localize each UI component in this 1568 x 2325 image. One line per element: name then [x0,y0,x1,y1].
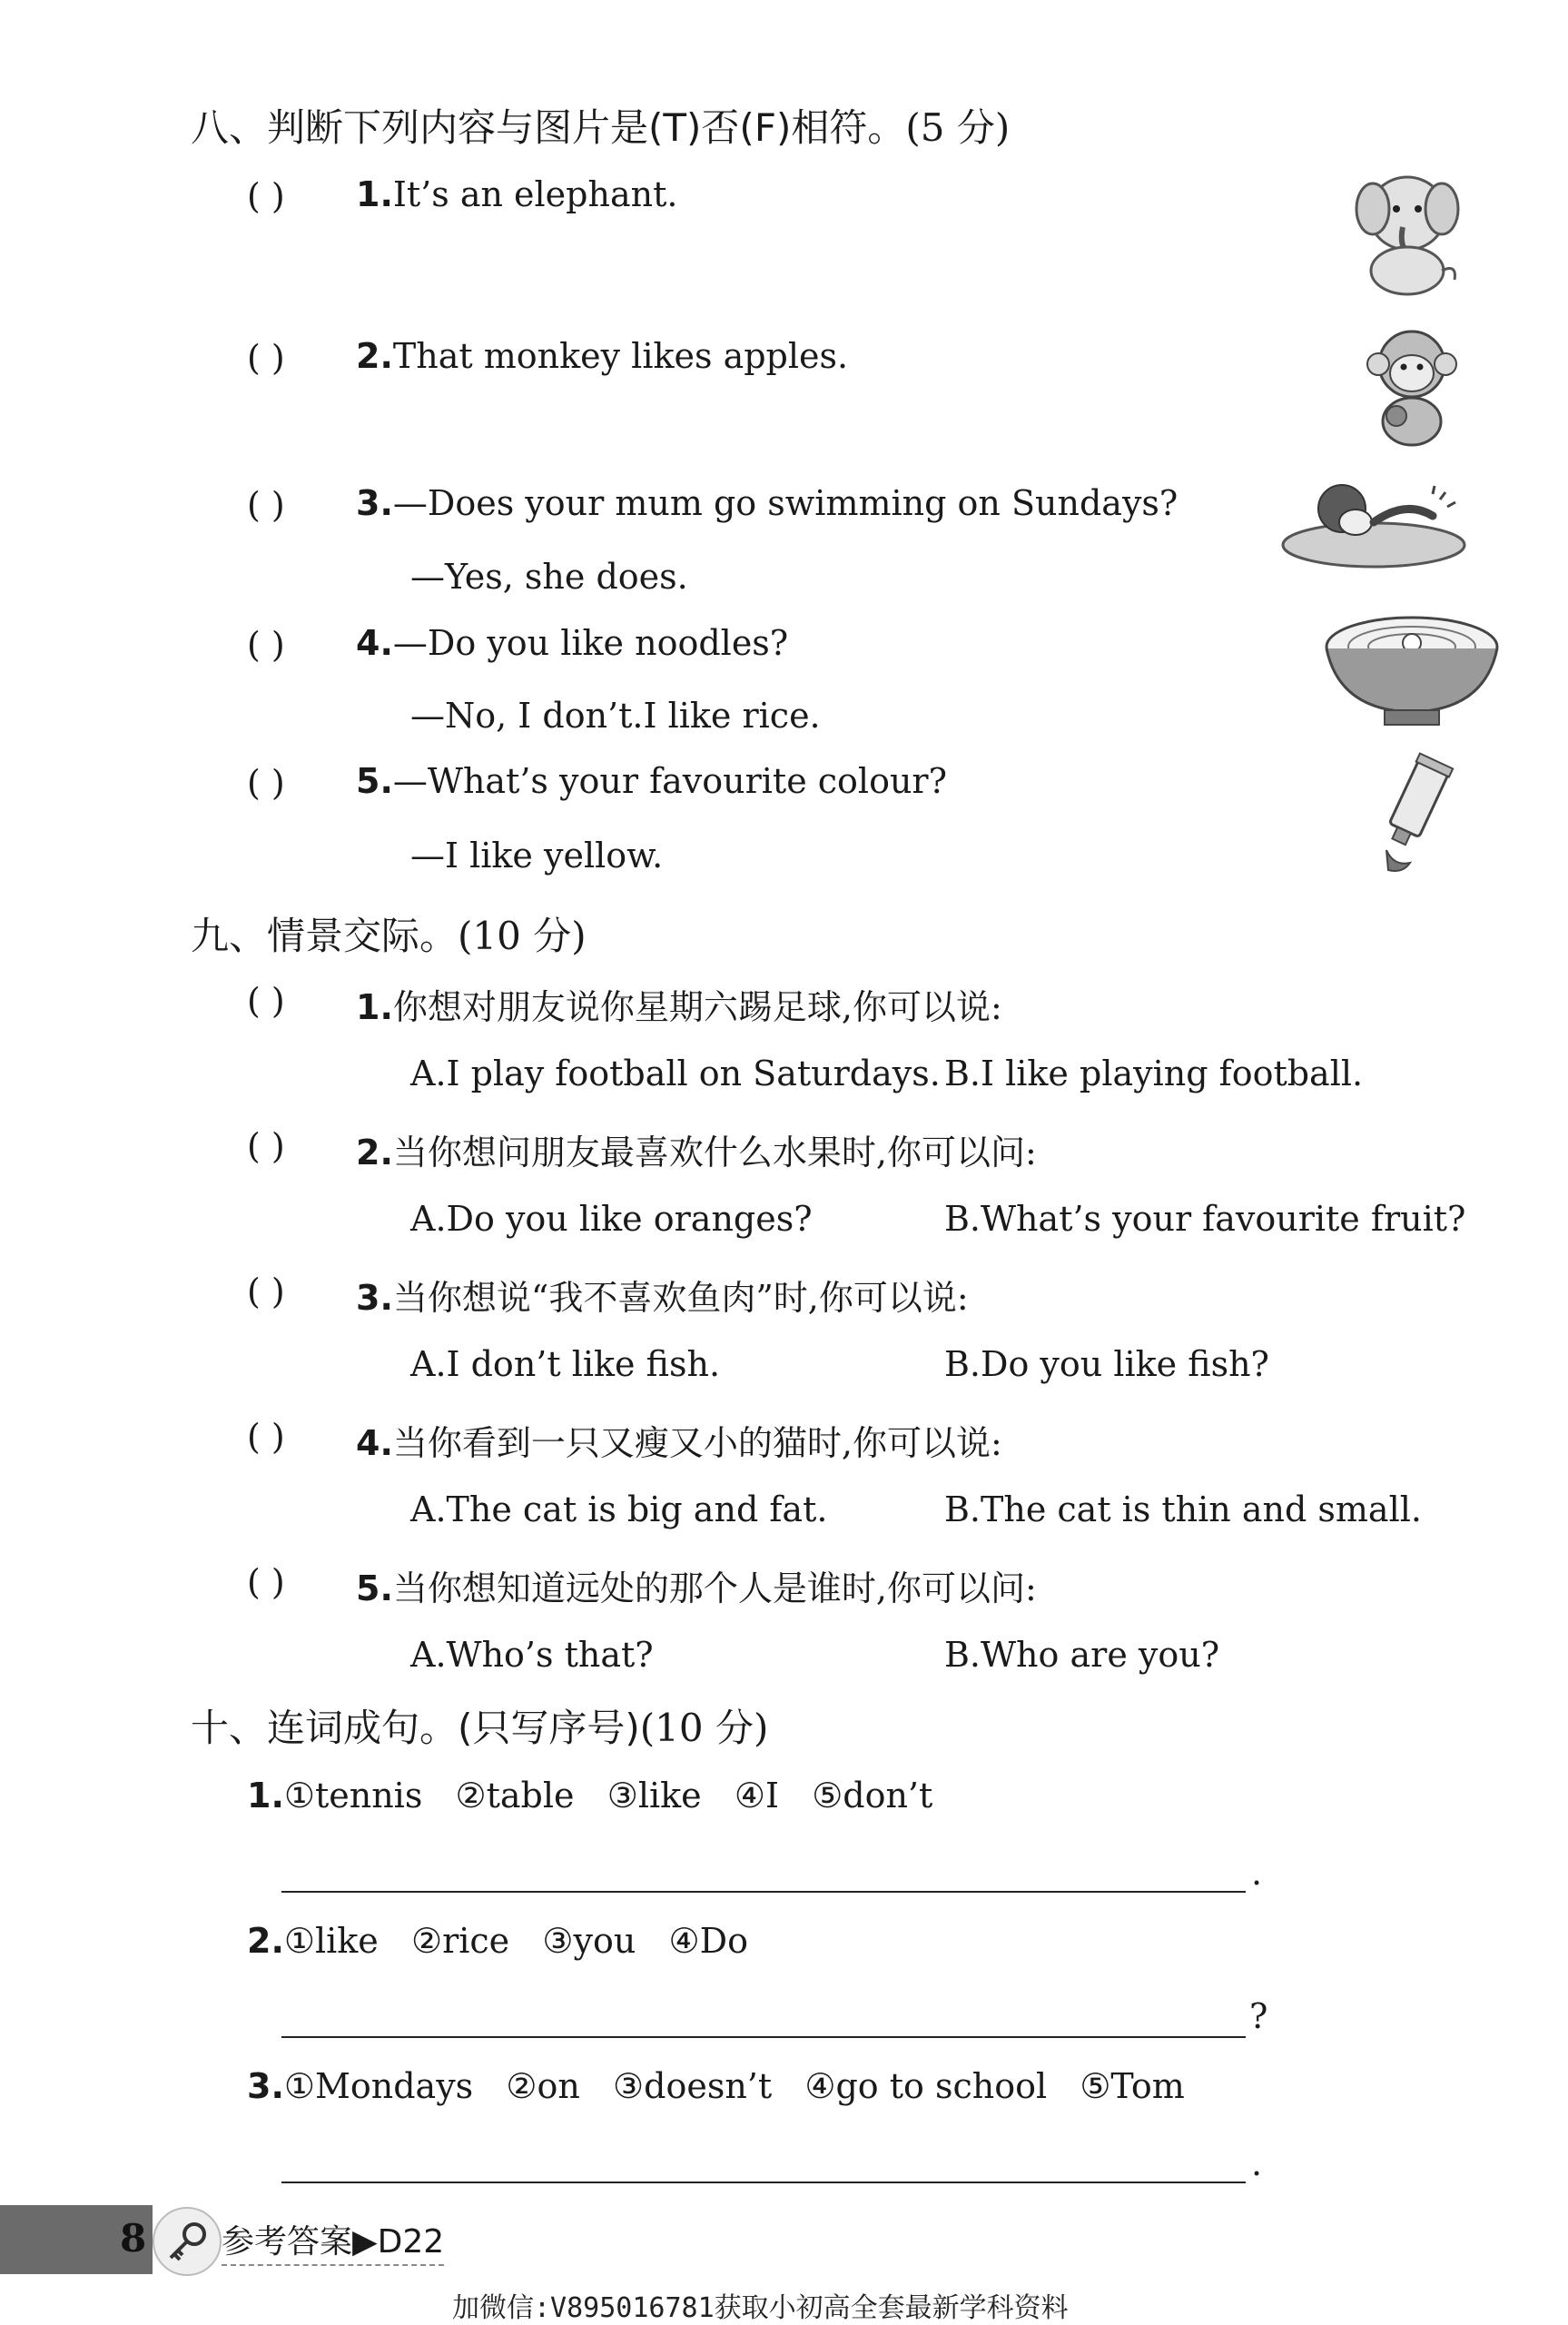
s9-item-4 [356,1415,1002,1465]
answer-paren[interactable]: ( ) [247,1562,285,1602]
answer-line[interactable] [281,2036,1246,2038]
answer-paren[interactable]: ( ) [247,625,285,665]
answer-paren[interactable]: ( ) [247,176,285,216]
item-number: 2. [356,1133,393,1172]
item-number: 2. [247,1921,284,1961]
item-number: 3. [247,2066,284,2106]
s10-item-3 [247,2066,1185,2106]
s8-item-1 [356,174,677,214]
option-b[interactable]: B.Who are you? [944,1635,1220,1675]
answer-paren[interactable]: ( ) [247,981,285,1021]
answer-paren[interactable]: ( ) [247,1126,285,1166]
option-b[interactable]: B.I like playing football. [944,1054,1364,1093]
s10-item-2 [247,1921,748,1961]
item-question: 当你想说“我不喜欢鱼肉”时,你可以说: [392,1278,969,1318]
item-text: —Does your mum go swimming on Sundays? [392,483,1178,523]
option-b[interactable]: B.What’s your favourite fruit? [944,1199,1466,1239]
s9-item-5 [356,1560,1037,1610]
answer-reference[interactable]: 参考答案▶D22 [222,2216,444,2266]
answer-paren[interactable]: ( ) [247,485,285,525]
item-number: 3. [356,1278,393,1318]
swimmer-icon [1278,472,1469,572]
answer-paren[interactable]: ( ) [247,763,285,803]
item-number: 3. [356,483,393,523]
key-icon [153,2207,222,2276]
item-number: 5. [356,761,393,801]
s8-item-4 [356,623,788,663]
item-number: 5. [356,1568,393,1608]
end-punctuation: . [1251,2143,1263,2183]
end-punctuation: . [1251,1853,1263,1893]
s8-item-5 [356,761,947,801]
s10-item-1 [247,1776,932,1815]
item-number: 4. [356,1423,393,1463]
item-text: It’s an elephant. [392,174,678,214]
s8-item-5-answer: —I like yellow. [410,836,664,876]
option-b[interactable]: B.Do you like fish? [944,1344,1269,1384]
monkey-icon [1362,323,1462,450]
item-number: 2. [356,336,393,376]
item-number: 4. [356,623,393,663]
section-10-title-text: 十、连词成句。(只写序号) [191,1706,640,1750]
section-9-title [191,906,587,961]
s9-item-3 [356,1270,969,1320]
option-a[interactable]: A.I don’t like fish. [410,1344,721,1384]
word-list: ①like ②rice ③you ④Do [283,1921,748,1961]
item-question: 你想对朋友说你星期六踢足球,你可以说: [392,987,1002,1027]
section-8-title-text: 八、判断下列内容与图片是(T)否(F)相符。 [191,105,906,150]
answer-line[interactable] [281,2182,1246,2183]
section-10-score: (10 分) [639,1706,769,1750]
item-text: —What’s your favourite colour? [392,761,947,801]
answer-paren[interactable]: ( ) [247,338,285,378]
s8-item-3 [356,483,1178,523]
item-question: 当你想问朋友最喜欢什么水果时,你可以问: [392,1133,1037,1172]
option-a[interactable]: A.Who’s that? [410,1635,654,1675]
item-number: 1. [356,987,393,1027]
item-question: 当你看到一只又瘦又小的猫时,你可以说: [392,1423,1002,1463]
answer-paren[interactable]: ( ) [247,1271,285,1311]
s9-item-1 [356,979,1002,1029]
end-punctuation: ? [1249,1996,1268,2036]
noodle-bowl-icon [1321,610,1503,733]
section-9-score: (10 分) [458,914,587,958]
item-question: 当你想知道远处的那个人是谁时,你可以问: [392,1568,1037,1608]
paint-tube-icon [1366,750,1457,877]
option-a[interactable]: A.Do you like oranges? [410,1199,813,1239]
option-b[interactable]: B.The cat is thin and small. [944,1489,1422,1529]
word-list: ①Mondays ②on ③doesn’t ④go to school ⑤Tom [283,2066,1185,2106]
item-number: 1. [247,1776,284,1815]
s8-item-3-answer: —Yes, she does. [410,557,688,597]
section-8-title [191,98,1010,153]
answer-paren[interactable]: ( ) [247,1417,285,1457]
item-number: 1. [356,174,393,214]
page-number: 8 [120,2216,147,2261]
section-10-title [191,1698,768,1753]
section-9-title-text: 九、情景交际。 [191,914,459,958]
elephant-icon [1353,163,1462,300]
answer-line[interactable] [281,1891,1246,1893]
item-text: That monkey likes apples. [392,336,849,376]
s8-item-4-answer: —No, I don’t.I like rice. [410,696,821,736]
item-text: —Do you like noodles? [392,623,789,663]
s9-item-2 [356,1124,1037,1174]
s8-item-2 [356,336,848,376]
option-a[interactable]: A.I play football on Saturdays. [410,1054,941,1093]
watermark-text: 加微信:V895016781获取小初高全套最新学科资料 [452,2292,1069,2324]
section-8-score: (5 分) [905,105,1011,150]
word-list: ①tennis ②table ③like ④I ⑤don’t [283,1776,933,1815]
option-a[interactable]: A.The cat is big and fat. [410,1489,828,1529]
